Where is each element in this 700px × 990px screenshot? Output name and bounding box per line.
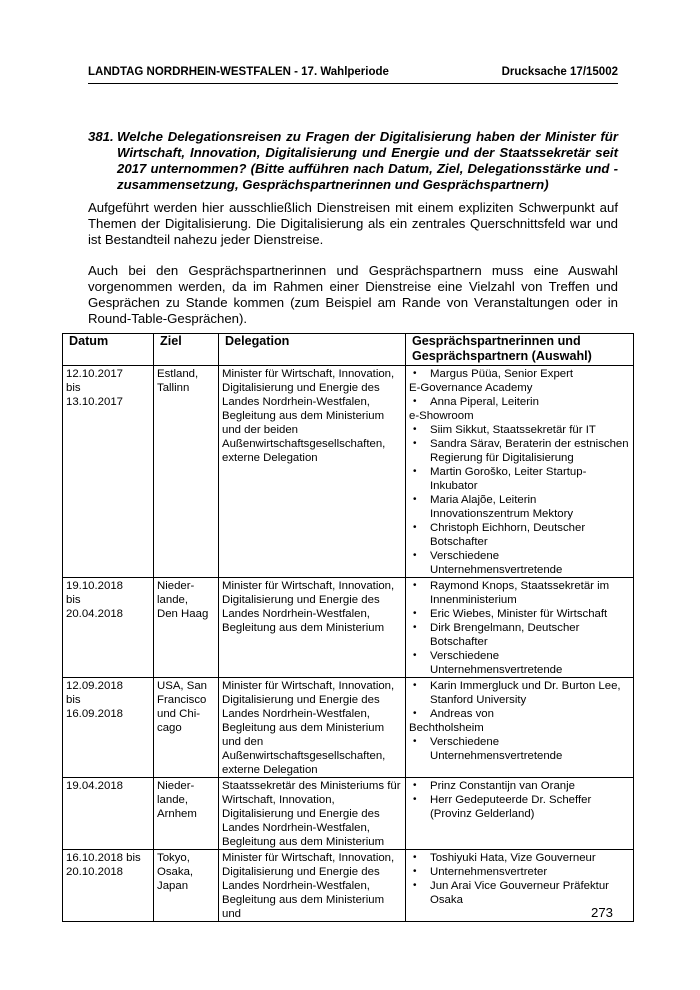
partner-item: • Verschiedene Unternehmensvertretende [409,735,630,763]
date-line: bis [66,594,81,606]
destination-line: Tokyo, [157,852,190,864]
destination-line: Nieder- [157,780,195,792]
destination-line: Den Haag [157,608,209,620]
destination-line: und Chi- [157,708,201,720]
question [88,129,618,193]
partner-item: • Margus Püüa, Senior Expert [409,367,630,381]
table-row [63,850,634,922]
table-header-row [63,334,634,366]
partner-item: • Maria Alajõe, Leiterin Innovationszentrum Mektory [409,493,630,521]
destination-line: cago [157,722,182,734]
partner-item: • Sandra Särav, Beraterin der estnischen Regierung für Digitalisierung [409,437,630,465]
question-text: Welche Delegationsreisen zu Fragen der Digitalisierung haben der Minister für Wirtschaft, Innovation, Digitalisierung und Energie und der Staatssekretär seit 2017 unternommen? (Bitte aufführen nach Datum, Ziel, Delegationsstärke und -zusammensetzung, Gesprächspartnerinnen und Gesprächspartnern) [117,129,618,192]
partner-list [409,579,630,677]
cell-date [63,850,154,922]
partner-item: e-Showroom [409,410,474,422]
partner-item: • Siim Sikkut, Staatssekretär für IT [409,423,630,437]
date-line: 16.10.2018 bis [66,852,141,864]
cell-date [63,678,154,778]
partner-item: • Karin Immergluck und Dr. Burton Lee, Stanford University [409,679,630,707]
date-line: 12.10.2017 [66,368,124,380]
date-line: bis [66,382,81,394]
partner-item: • Toshiyuki Hata, Vize Gouverneur [409,851,630,865]
destination-line: USA, San [157,680,208,692]
cell-delegation: Minister für Wirtschaft, Innovation, Digitalisierung und Energie des Landes Nordrhein-Westfalen, Begleitung aus dem Ministerium und [219,850,406,922]
cell-date [63,578,154,678]
partner-item: • Christoph Eichhorn, Deutscher Botschafter [409,521,630,549]
destination-line: Arnhem [157,808,197,820]
table-body [63,366,634,922]
partner-item: • Unternehmensvertreter [409,865,630,879]
partner-item: • Prinz Constantijn van Oranje [409,779,630,793]
cell-date [63,778,154,850]
header-document-number: Drucksache 17/15002 [501,66,618,78]
partner-item: • Raymond Knops, Staatssekretär im Innenministerium [409,579,630,607]
table-row [63,778,634,850]
cell-destination [154,778,219,850]
partner-item: • Verschiedene Unternehmensvertretende [409,549,630,577]
cell-destination [154,850,219,922]
date-line: 20.10.2018 [66,866,124,878]
cell-delegation: Staatssekretär des Ministeriums für Wirtschaft, Innovation, Digitalisierung und Energie des Landes Nordrhein-Westfalen, Begleitung aus dem Ministerium [219,778,406,850]
partner-list [409,367,630,577]
cell-destination [154,678,219,778]
partner-list [409,779,630,821]
cell-partners [406,778,634,850]
destination-line: Nieder- [157,580,195,592]
destination-line: lande, [157,794,189,806]
partner-item: • Anna Piperal, Leiterin [409,395,630,409]
question-number: 381. [88,129,114,144]
date-line: 12.09.2018 [66,680,124,692]
destination-line: lande, [157,594,189,606]
destination-line: Japan [157,880,189,892]
table-row [63,366,634,578]
partner-item: • Dirk Brengelmann, Deutscher Botschafter [409,621,630,649]
header-datum: Datum [63,334,154,366]
date-line: bis [66,694,81,706]
partner-item: E-Governance Academy [409,382,533,394]
date-line: 19.10.2018 [66,580,124,592]
cell-partners [406,678,634,778]
partner-list [409,679,630,763]
partner-item: Bechtholsheim [409,722,484,734]
header-partner: Gesprächspartnerinnen und Gesprächspartnern (Auswahl) [406,334,634,366]
destination-line: Osaka, [157,866,194,878]
cell-destination [154,578,219,678]
cell-delegation: Minister für Wirtschaft, Innovation, Digitalisierung und Energie des Landes Nordrhein-Westfalen, Begleitung aus dem Ministerium und der beiden Außenwirtschaftsgesellschaften, externe Delegation [219,366,406,578]
destination-line: Francisco [157,694,207,706]
answer-paragraph-2: Auch bei den Gesprächspartnerinnen und Gesprächspartnern muss eine Auswahl vorgenommen werden, da im Rahmen einer Dienstreise eine Vielzahl von Treffen und Gesprächen zu Stande kommen (zum Beispiel am Rande von Veranstaltungen oder in Round-Table-Gesprächen). [88,263,618,326]
partner-item: • Andreas von [409,707,630,721]
cell-delegation: Minister für Wirtschaft, Innovation, Digitalisierung und Energie des Landes Nordrhein-Westfalen, Begleitung aus dem Ministerium [219,578,406,678]
header-ziel: Ziel [154,334,219,366]
destination-line: Tallinn [157,382,190,394]
date-line: 20.04.2018 [66,608,124,620]
date-line: 13.10.2017 [66,396,124,408]
header-parliament: LANDTAG NORDRHEIN-WESTFALEN - 17. Wahlperiode [88,66,389,78]
cell-partners [406,366,634,578]
cell-partners [406,578,634,678]
partner-list [409,851,630,907]
destination-line: Estland, [157,368,199,380]
cell-delegation: Minister für Wirtschaft, Innovation, Digitalisierung und Energie des Landes Nordrhein-Westfalen, Begleitung aus dem Ministerium und den Außenwirtschaftsgesellschaften, externe Delegation [219,678,406,778]
page-header [88,66,618,84]
page-number: 273 [591,905,614,920]
answer-paragraph-1: Aufgeführt werden hier ausschließlich Dienstreisen mit einem expliziten Schwerpunkt auf Themen der Digitalisierung. Die Digitalisierung als ein zentrales Querschnittsfeld war und ist Bestandteil nahezu jeder Dienstreise. [88,200,618,247]
header-delegation: Delegation [219,334,406,366]
cell-date [63,366,154,578]
partner-item: • Verschiedene Unternehmensvertretende [409,649,630,677]
cell-destination [154,366,219,578]
delegation-table [62,333,634,922]
partner-item: • Herr Gedeputeerde Dr. Scheffer (Provinz Gelderland) [409,793,630,821]
partner-item: • Martin Goroško, Leiter Startup-Inkubator [409,465,630,493]
date-line: 16.09.2018 [66,708,124,720]
partner-item: • Jun Arai Vice Gouverneur Präfektur Osaka [409,879,630,907]
date-line: 19.04.2018 [66,780,124,792]
partner-item: • Eric Wiebes, Minister für Wirtschaft [409,607,630,621]
table-row [63,678,634,778]
table-row [63,578,634,678]
